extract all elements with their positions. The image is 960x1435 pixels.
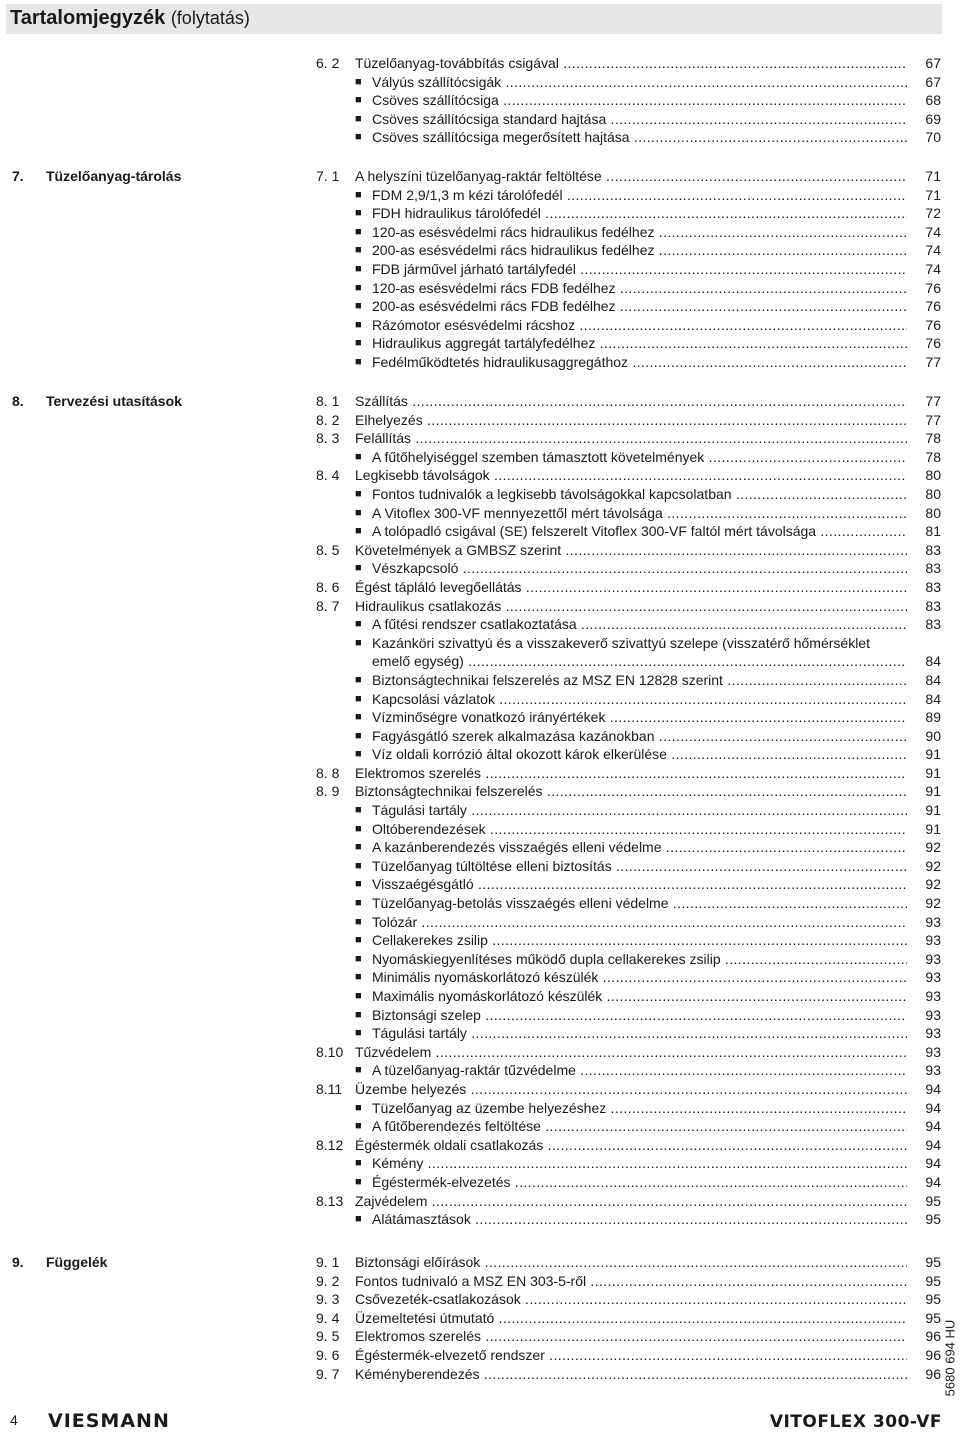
toc-entry	[316, 334, 941, 353]
bullet-square-icon: ■	[355, 450, 362, 463]
toc-entry	[316, 931, 941, 950]
entry-page-number: 91	[925, 746, 941, 763]
entry-page-number: 91	[925, 764, 941, 781]
entry-page-number: 96	[925, 1346, 941, 1363]
entry-title: Kéményberendezés .....	[355, 1365, 907, 1384]
entry-number: 8. 5	[316, 541, 340, 558]
bullet-square-icon: ■	[355, 318, 362, 331]
entry-title: Égéstermék-elvezetés .....	[372, 1173, 907, 1192]
toc-entry	[316, 110, 941, 129]
toc-entry	[316, 857, 941, 876]
bullet-square-icon: ■	[355, 636, 362, 649]
entry-number: 8. 3	[316, 430, 340, 447]
section-number: 8.	[12, 393, 24, 409]
entry-number: 8. 7	[316, 597, 340, 614]
entry-page-number: 76	[925, 298, 941, 315]
toc-entry	[316, 727, 941, 746]
entry-title: Tüzelőanyag az üzembe helyezéshez .....	[372, 1099, 907, 1118]
entry-page-number: 77	[925, 353, 941, 370]
entry-page-number: 71	[925, 168, 941, 184]
entry-page-number: 93	[925, 1006, 941, 1023]
toc-entry	[316, 186, 941, 205]
entry-page-number: 93	[925, 950, 941, 967]
section-label	[12, 167, 181, 186]
toc-entry	[316, 782, 941, 801]
toc-entry	[316, 1309, 941, 1328]
toc-entry	[316, 652, 941, 671]
toc-entry	[316, 838, 941, 857]
entry-page-number: 90	[925, 727, 941, 744]
toc-entry	[316, 597, 941, 616]
toc-entry	[316, 634, 941, 653]
toc-entry	[316, 950, 941, 969]
entry-page-number: 76	[925, 335, 941, 352]
bullet-square-icon: ■	[355, 915, 362, 928]
toc-entry	[316, 522, 941, 541]
entry-number: 9. 1	[316, 1254, 340, 1270]
entry-number: 7. 1	[316, 168, 340, 184]
entry-page-number: 78	[925, 448, 941, 465]
toc-entry	[316, 167, 941, 186]
toc-entry	[316, 1290, 941, 1309]
entry-page-number: 91	[925, 820, 941, 837]
document-code-text: 5680 694 HU	[942, 1319, 958, 1396]
entry-page-number: 95	[925, 1211, 941, 1228]
entry-title: Tüzelőanyag-betolás visszaégés elleni védelme .....	[372, 894, 907, 913]
bullet-square-icon: ■	[355, 75, 362, 88]
bullet-square-icon: ■	[355, 897, 362, 910]
toc-entry	[316, 708, 941, 727]
bullet-square-icon: ■	[355, 878, 362, 891]
bullet-square-icon: ■	[355, 1157, 362, 1170]
entry-title: Szállítás .....	[355, 392, 907, 411]
entry-page-number: 80	[925, 504, 941, 521]
toc-entry	[316, 1006, 941, 1025]
toc-entry	[316, 392, 941, 411]
entry-title: Vízminőségre vonatkozó irányértékek .....	[372, 708, 907, 727]
entry-title: A tolópadló csigával (SE) felszerelt Vitoflex 300-VF faltól mért távolsága .....	[372, 522, 907, 541]
toc-entry	[316, 223, 941, 242]
toc-entry	[316, 559, 941, 578]
entry-title: Rázómotor esésvédelmi rácshoz .....	[372, 316, 907, 335]
entry-page-number: 93	[925, 1025, 941, 1042]
entry-page-number: 94	[925, 1118, 941, 1135]
bullet-square-icon: ■	[355, 506, 362, 519]
entry-title: FDH hidraulikus tárolófedél .....	[372, 204, 907, 223]
entry-title: Tűzvédelem .....	[355, 1043, 907, 1062]
entry-title: Fagyásgátló szerek alkalmazása kazánokban .....	[372, 727, 907, 746]
entry-page-number: 94	[925, 1080, 941, 1097]
entry-page-number: 83	[925, 541, 941, 558]
toc-entry	[316, 541, 941, 560]
section-label	[12, 392, 182, 411]
section-number: 9.	[12, 1254, 24, 1270]
toc-entry	[316, 411, 941, 430]
toc-entry	[316, 204, 941, 223]
entry-page-number: 92	[925, 895, 941, 912]
toc-entry	[316, 1024, 941, 1043]
entry-title: 200-as esésvédelmi rács hidraulikus fedélhez .....	[372, 241, 907, 260]
entry-title: A fűtőhelyiséggel szemben támasztott követelmények .....	[372, 448, 907, 467]
entry-number: 9. 2	[316, 1272, 340, 1289]
entry-number: 9. 5	[316, 1328, 340, 1345]
entry-title: Biztonsági szelep .....	[372, 1006, 907, 1025]
entry-title: Elektromos szerelés .....	[355, 1327, 907, 1346]
entry-page-number: 94	[925, 1136, 941, 1153]
entry-page-number: 89	[925, 709, 941, 726]
entry-page-number: 94	[925, 1099, 941, 1116]
toc-entry	[316, 260, 941, 279]
toc-entry	[316, 91, 941, 110]
toc-entry	[316, 1117, 941, 1136]
bullet-square-icon: ■	[355, 971, 362, 984]
entry-title: Csöves szállítócsiga .....	[372, 91, 907, 110]
entry-number: 8.11	[316, 1080, 343, 1097]
entry-page-number: 93	[925, 932, 941, 949]
entry-title: Biztonságtechnikai felszerelés az MSZ EN 12828 szerint .....	[372, 671, 907, 690]
bullet-square-icon: ■	[355, 94, 362, 107]
toc-entry	[316, 1272, 941, 1291]
entry-page-number: 77	[925, 411, 941, 428]
toc-entry	[316, 987, 941, 1006]
bullet-square-icon: ■	[355, 281, 362, 294]
entry-title: Vályús szállítócsigák .....	[372, 73, 907, 92]
bullet-square-icon: ■	[355, 934, 362, 947]
bullet-square-icon: ■	[355, 711, 362, 724]
entry-title: Hidraulikus aggregát tartályfedélhez .....	[372, 334, 907, 353]
entry-page-number: 74	[925, 223, 941, 240]
entry-page-number: 91	[925, 802, 941, 819]
bullet-square-icon: ■	[355, 131, 362, 144]
toc-entry	[316, 1061, 941, 1080]
bullet-square-icon: ■	[355, 1213, 362, 1226]
entry-title: Csővezeték-csatlakozások .....	[355, 1290, 907, 1309]
entry-title: Csöves szállítócsiga standard hajtása .....	[372, 110, 907, 129]
toc-entry	[316, 913, 941, 932]
toc-entry	[316, 1154, 941, 1173]
entry-title: A fűtőberendezés feltöltése .....	[372, 1117, 907, 1136]
entry-title: Égést tápláló levegőellátás .....	[355, 578, 907, 597]
toc-entry	[316, 429, 941, 448]
entry-title: Fontos tudnivalók a legkisebb távolságokkal kapcsolatban .....	[372, 485, 907, 504]
toc-entry	[316, 671, 941, 690]
entry-title: Üzembe helyezés .....	[355, 1080, 907, 1099]
bullet-square-icon: ■	[355, 822, 362, 835]
toc-entry	[316, 764, 941, 783]
entry-title: Legkisebb távolságok .....	[355, 466, 907, 485]
entry-page-number: 83	[925, 597, 941, 614]
toc-entry	[316, 1210, 941, 1229]
bullet-square-icon: ■	[355, 337, 362, 350]
entry-page-number: 69	[925, 110, 941, 127]
entry-page-number: 72	[925, 205, 941, 222]
bullet-square-icon: ■	[355, 1175, 362, 1188]
toc-entry	[316, 745, 941, 764]
toc-entry	[316, 1192, 941, 1211]
toc-entry	[316, 1136, 941, 1155]
entry-page-number: 94	[925, 1173, 941, 1190]
section-number: 7.	[12, 168, 24, 184]
entry-page-number: 84	[925, 690, 941, 707]
entry-number: 9. 7	[316, 1365, 340, 1382]
toc-entry	[316, 1253, 941, 1272]
entry-title: Felállítás .....	[355, 429, 907, 448]
section-title: Tüzelőanyag-tárolás	[46, 168, 182, 184]
bullet-square-icon: ■	[355, 729, 362, 742]
entry-page-number: 93	[925, 1062, 941, 1079]
bullet-square-icon: ■	[355, 562, 362, 575]
entry-page-number: 93	[925, 969, 941, 986]
entry-page-number: 96	[925, 1328, 941, 1345]
entry-title: Tüzelőanyag túltöltése elleni biztosítás .....	[372, 857, 907, 876]
bullet-square-icon: ■	[355, 244, 362, 257]
bullet-square-icon: ■	[355, 355, 362, 368]
toc-entry	[316, 1043, 941, 1062]
bullet-square-icon: ■	[355, 525, 362, 538]
entry-title: 120-as esésvédelmi rács hidraulikus fedélhez .....	[372, 223, 907, 242]
entry-title: A Vitoflex 300-VF mennyezettől mért távolsága .....	[372, 504, 907, 523]
bullet-square-icon: ■	[355, 1027, 362, 1040]
entry-title: Kapcsolási vázlatok .....	[372, 690, 907, 709]
entry-number: 8.10	[316, 1043, 344, 1060]
entry-page-number: 76	[925, 279, 941, 296]
bullet-square-icon: ■	[355, 112, 362, 125]
entry-title: Oltóberendezések .....	[372, 820, 907, 839]
entry-title: Csöves szállítócsiga megerősített hajtása .....	[372, 128, 907, 147]
entry-page-number: 92	[925, 876, 941, 893]
entry-title: Biztonsági előírások .....	[355, 1253, 907, 1272]
entry-page-number: 68	[925, 92, 941, 109]
entry-title: Minimális nyomáskorlátozó készülék .....	[372, 968, 907, 987]
toc-entry	[316, 316, 941, 335]
toc-entry	[316, 801, 941, 820]
toc-entry	[316, 353, 941, 372]
entry-page-number: 80	[925, 485, 941, 502]
toc-group	[316, 392, 941, 1229]
bullet-square-icon: ■	[355, 207, 362, 220]
entry-number: 8. 1	[316, 393, 340, 409]
toc-entry	[316, 968, 941, 987]
entry-page-number: 70	[925, 129, 941, 146]
entry-page-number: 91	[925, 783, 941, 800]
bullet-square-icon: ■	[355, 952, 362, 965]
bullet-square-icon: ■	[355, 487, 362, 500]
toc-entry	[316, 1327, 941, 1346]
entry-title: FDB járművel járható tartályfedél .....	[372, 260, 907, 279]
entry-title: Hidraulikus csatlakozás .....	[355, 597, 907, 616]
entry-title: Kémény .....	[372, 1154, 907, 1173]
entry-title: FDM 2,9/1,3 m kézi tárolófedél .....	[372, 186, 907, 205]
section-title: Függelék	[46, 1254, 108, 1270]
entry-title: A helyszíni tüzelőanyag-raktár feltöltése .....	[355, 167, 907, 186]
toc-entry	[316, 894, 941, 913]
toc-entry	[316, 73, 941, 92]
entry-page-number: 83	[925, 616, 941, 633]
toc-entry	[316, 820, 941, 839]
entry-title: Fedélműködtetés hidraulikusaggregáthoz .....	[372, 353, 907, 372]
entry-page-number: 93	[925, 913, 941, 930]
bullet-square-icon: ■	[355, 225, 362, 238]
toc-entry	[316, 485, 941, 504]
toc-entry	[316, 1080, 941, 1099]
entry-number: 8. 8	[316, 764, 340, 781]
entry-page-number: 95	[925, 1254, 941, 1270]
entry-page-number: 95	[925, 1272, 941, 1289]
entry-page-number: 74	[925, 242, 941, 259]
entry-page-number: 92	[925, 857, 941, 874]
entry-page-number: 93	[925, 988, 941, 1004]
entry-page-number: 96	[925, 1365, 941, 1382]
entry-page-number: 67	[925, 73, 941, 90]
entry-title: Tágulási tartály .....	[372, 1024, 907, 1043]
entry-number: 9. 3	[316, 1291, 340, 1308]
entry-page-number: 83	[925, 560, 941, 577]
entry-title: A kazánberendezés visszaégés elleni védelme .....	[372, 838, 907, 857]
brand-logo: VIESMANN	[48, 1410, 170, 1432]
toc-group	[316, 1253, 941, 1383]
entry-number: 8. 4	[316, 467, 340, 484]
entry-page-number: 78	[925, 430, 941, 447]
toc-entry	[316, 241, 941, 260]
entry-page-number: 71	[925, 186, 941, 203]
toc-entry	[316, 875, 941, 894]
toc-group	[316, 54, 941, 147]
bullet-square-icon: ■	[355, 859, 362, 872]
product-name: VITOFLEX 300-VF	[769, 1412, 942, 1432]
entry-title: emelő egység) .....	[372, 652, 907, 671]
toc-entry	[316, 1346, 941, 1365]
entry-page-number: 67	[925, 55, 941, 71]
page-header	[6, 4, 942, 34]
entry-title: Kazánköri szivattyú és a visszakeverő szivattyú szelepe (visszatérő hőmérséklet	[372, 634, 870, 651]
entry-title: Tüzelőanyag-továbbítás csigával .....	[355, 54, 907, 73]
toc-entry	[316, 690, 941, 709]
entry-title: Fontos tudnivaló a MSZ EN 303-5-ről .....	[355, 1272, 907, 1291]
entry-page-number: 84	[925, 671, 941, 688]
entry-page-number: 94	[925, 1155, 941, 1172]
bullet-square-icon: ■	[355, 748, 362, 761]
toc-entry	[316, 504, 941, 523]
bullet-square-icon: ■	[355, 841, 362, 854]
entry-title: Vészkapcsoló .....	[372, 559, 907, 578]
entry-number: 9. 4	[316, 1309, 340, 1326]
entry-page-number: 92	[925, 839, 941, 856]
bullet-square-icon: ■	[355, 1101, 362, 1114]
entry-page-number: 95	[925, 1291, 941, 1308]
toc-group	[316, 167, 941, 372]
entry-page-number: 76	[925, 316, 941, 333]
toc-entry	[316, 1099, 941, 1118]
entry-title: A fűtési rendszer csatlakoztatása .....	[372, 615, 907, 634]
entry-number: 8. 9	[316, 783, 340, 800]
bullet-square-icon: ■	[355, 990, 362, 1002]
entry-number: 8.12	[316, 1136, 344, 1153]
entry-number: 6. 2	[316, 55, 340, 71]
bullet-square-icon: ■	[355, 692, 362, 705]
entry-title: Víz oldali korrózió által okozott károk elkerülése .....	[372, 745, 907, 764]
entry-page-number: 77	[925, 393, 941, 409]
section-title: Tervezési utasítások	[46, 393, 182, 409]
entry-title: Égéstermék oldali csatlakozás .....	[355, 1136, 907, 1155]
bullet-square-icon: ■	[355, 804, 362, 817]
toc-entry	[316, 615, 941, 634]
bullet-square-icon: ■	[355, 1120, 362, 1133]
entry-page-number: 95	[925, 1192, 941, 1209]
entry-title: Biztonságtechnikai felszerelés .....	[355, 782, 907, 801]
entry-page-number: 95	[925, 1309, 941, 1326]
entry-title: Zajvédelem .....	[355, 1192, 907, 1211]
entry-title: Tolózár .....	[372, 913, 907, 932]
page-number: 4	[10, 1412, 18, 1428]
entry-title: A tüzelőanyag-raktár tűzvédelme .....	[372, 1061, 907, 1080]
entry-title: Elhelyezés .....	[355, 411, 907, 430]
toc-entry	[316, 578, 941, 597]
bullet-square-icon: ■	[355, 188, 362, 201]
bullet-square-icon: ■	[355, 300, 362, 313]
entry-number: 8.13	[316, 1192, 344, 1209]
toc-entry	[316, 1173, 941, 1192]
toc-entry	[316, 466, 941, 485]
bullet-square-icon: ■	[355, 1008, 362, 1021]
toc-entry	[316, 448, 941, 467]
toc-entry	[316, 1365, 941, 1384]
entry-title: Égéstermék-elvezető rendszer .....	[355, 1346, 907, 1365]
entry-title: Üzemeltetési útmutató .....	[355, 1309, 907, 1328]
toc-entry	[316, 54, 941, 73]
entry-page-number: 83	[925, 578, 941, 595]
bullet-square-icon: ■	[355, 673, 362, 686]
entry-page-number: 80	[925, 467, 941, 484]
section-label	[12, 1253, 107, 1272]
entry-title: Tágulási tartály .....	[372, 801, 907, 820]
toc-entry	[316, 279, 941, 298]
entry-page-number: 81	[925, 523, 941, 540]
entry-title: 200-as esésvédelmi rács FDB fedélhez .....	[372, 297, 907, 316]
page-title	[10, 5, 250, 31]
entry-title: Elektromos szerelés .....	[355, 764, 907, 783]
document-code	[940, 1310, 960, 1405]
entry-title: Alátámasztások .....	[372, 1210, 907, 1229]
entry-number: 9. 6	[316, 1346, 340, 1363]
entry-page-number: 93	[925, 1043, 941, 1060]
title-text: Tartalomjegyzék	[10, 7, 166, 29]
bullet-square-icon: ■	[355, 1064, 362, 1077]
entry-title: Nyomáskiegyenlítéses működő dupla cellakerekes zsilip .....	[372, 950, 907, 969]
toc-entry	[316, 297, 941, 316]
entry-number: 8. 6	[316, 578, 340, 595]
entry-number: 8. 2	[316, 411, 340, 428]
bullet-square-icon: ■	[355, 262, 362, 275]
entry-title: Cellakerekes zsilip .....	[372, 931, 907, 950]
entry-title: Maximális nyomáskorlátozó készülék .....	[372, 987, 907, 1006]
entry-title: Követelmények a GMBSZ szerint .....	[355, 541, 907, 560]
entry-page-number: 84	[925, 653, 941, 670]
entry-page-number: 74	[925, 260, 941, 277]
bullet-square-icon: ■	[355, 618, 362, 631]
entry-title: Visszaégésgátló .....	[372, 875, 907, 894]
toc-entry	[316, 128, 941, 147]
title-subtitle: (folytatás)	[170, 8, 250, 28]
entry-title: 120-as esésvédelmi rács FDB fedélhez .....	[372, 279, 907, 298]
